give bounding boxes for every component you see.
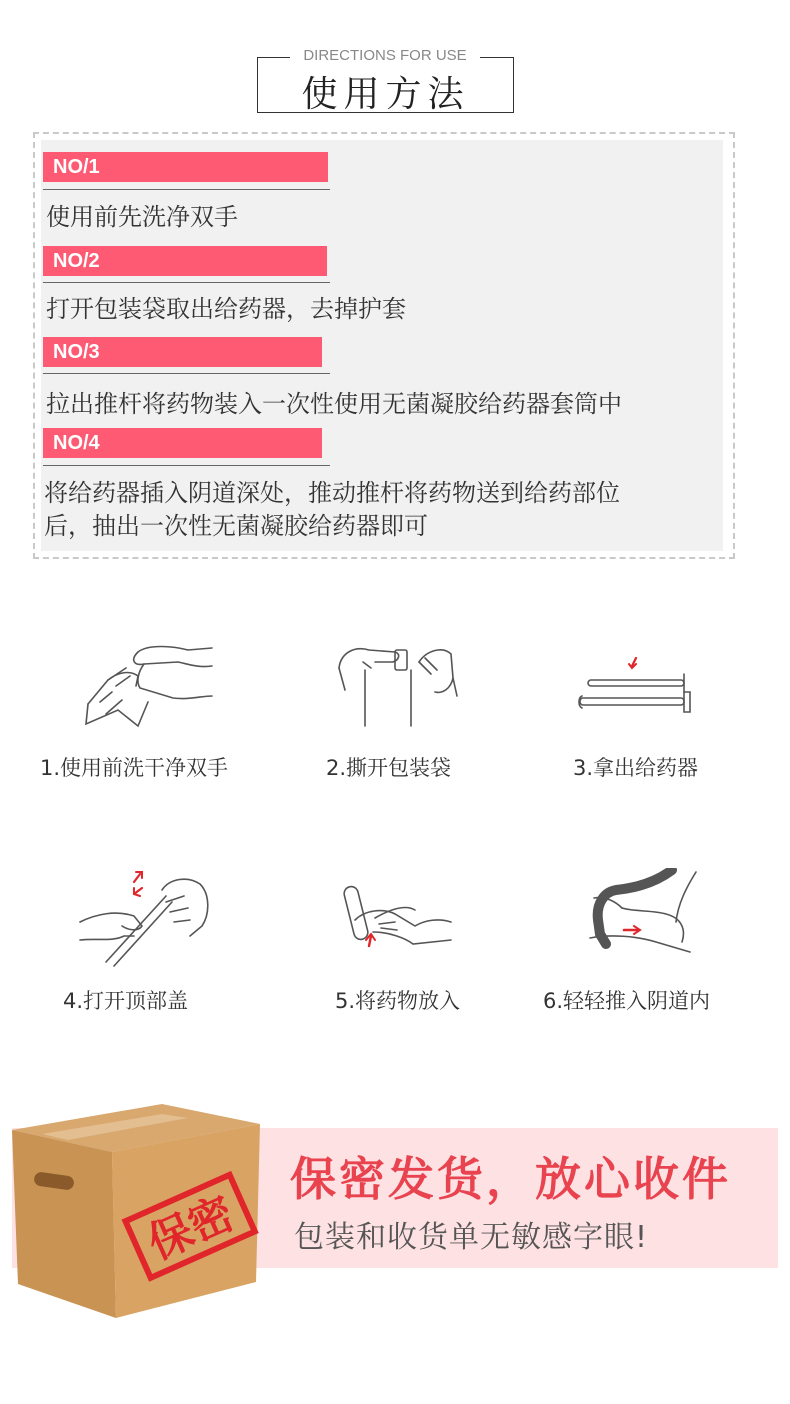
wash-hands-icon (78, 640, 218, 730)
cardboard-box-icon (12, 1104, 272, 1328)
step-3-badge: NO/3 (43, 337, 322, 367)
page-title: 使用方法 (301, 74, 470, 115)
illustration-caption-1: 1.使用前洗干净双手 (40, 756, 229, 780)
illustration-caption-5: 5.将药物放入 (335, 989, 461, 1013)
push-in-icon (586, 868, 700, 958)
step-1-divider (43, 189, 330, 190)
illustration-caption-4: 4.打开顶部盖 (63, 989, 189, 1013)
step-3-text: 拉出推杆将药物装入一次性使用无菌凝胶给药器套筒中 (46, 390, 622, 418)
step-1-text: 使用前先洗净双手 (46, 203, 238, 231)
step-4-text: 将给药器插入阴道深处，推动推杆将药物送到给药部位 (44, 479, 620, 507)
illustration-caption-3: 3.拿出给药器 (573, 756, 699, 780)
illustration-caption-2: 2.撕开包装袋 (326, 756, 452, 780)
step-1-badge: NO/1 (43, 152, 328, 182)
load-medicine-icon (335, 880, 455, 962)
banner-title: 保密发货，放心收件 (290, 1152, 731, 1206)
step-3-divider (43, 373, 330, 374)
open-cap-icon (76, 866, 216, 970)
title-subtitle-en: DIRECTIONS FOR USE (290, 47, 480, 64)
step-4-divider (43, 465, 330, 466)
illustration-caption-6: 6.轻轻推入阴道内 (543, 989, 711, 1013)
tear-bag-icon (335, 638, 460, 730)
step-2-divider (43, 282, 330, 283)
banner-subtitle: 包装和收货单无敏感字眼! (294, 1220, 649, 1255)
step-2-text: 打开包装袋取出给药器，去掉护套 (46, 295, 406, 323)
applicator-icon (574, 652, 699, 722)
step-2-badge: NO/2 (43, 246, 327, 276)
step-4-badge: NO/4 (43, 428, 322, 458)
confidential-stamp: 保密 (140, 1187, 242, 1270)
step-4-text-continued: 后，抽出一次性无菌凝胶给药器即可 (44, 512, 428, 540)
